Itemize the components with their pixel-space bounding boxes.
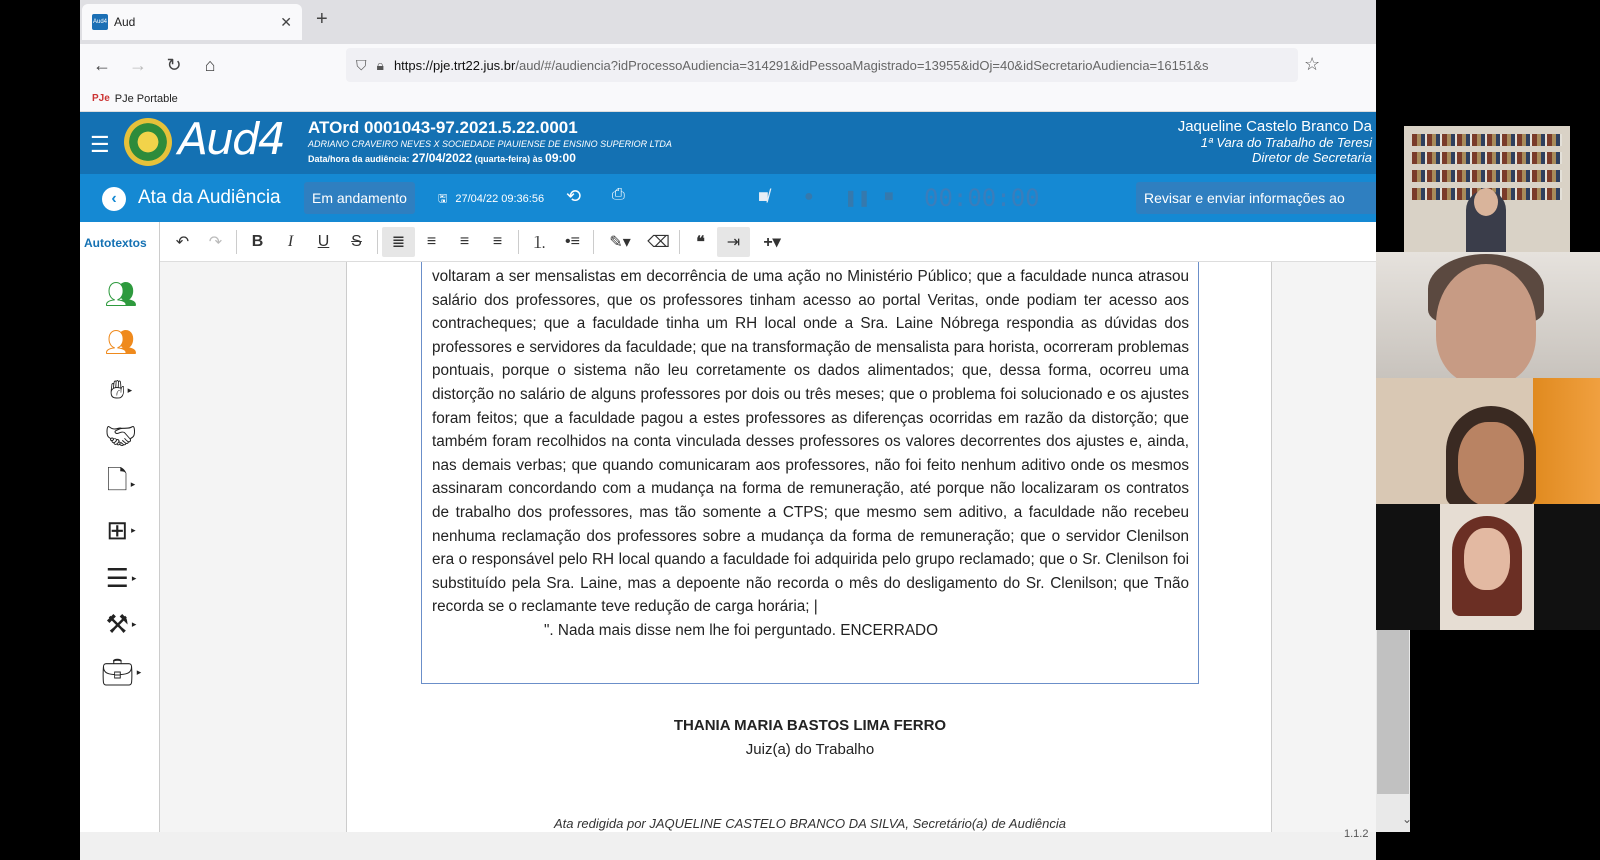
url-host: https://pje.trt22.jus.br xyxy=(393,57,516,73)
printer-icon[interactable]: ⎙ xyxy=(612,186,625,203)
indent-icon[interactable]: ⇥ xyxy=(717,227,750,257)
status-badge: Em andamento xyxy=(304,182,415,214)
drafted-by-line: Ata redigida por JAQUELINE CASTELO BRANCO DA SILVA, Secretário(a) de Audiência xyxy=(553,816,1067,831)
autotextos-label[interactable]: Autotextos xyxy=(84,236,147,250)
video-off-icon[interactable]: ■̸ xyxy=(758,186,769,206)
redo-icon[interactable]: ↷ xyxy=(208,233,223,251)
close-icon[interactable]: ✕ xyxy=(280,13,292,30)
recording-timer: 00:00:00 xyxy=(924,184,1040,212)
participant-video-1 xyxy=(1404,126,1570,252)
caret-right-icon: ▸ xyxy=(130,478,136,489)
brazil-coat-of-arms-icon xyxy=(124,118,172,166)
caret-right-icon: ▸ xyxy=(131,572,137,583)
history-icon[interactable]: ⟲ xyxy=(566,186,582,206)
testimony-paragraph: voltaram a ser mensalistas em decorrência de uma ação no Ministério Público; que a faculdade nunca atrasou salário dos professores, que os professores tinham acesso ao portal Veritas, onde podiam ter acesso aos contracheques; que a faculdade tinha um RH local onde a Sra. Laine Nóbrega respondia as dúvidas dos professores e servidores da faculdade; que na transformação de mensalista para horista, ocorreram problemas pontuais, porque o sistema não leu corretamente os dados alimentados; que, dessa forma, ocorreu uma distorção no salário de alguns professores por dois ou três meses; que o problema foi solucionado e os ajustes foram feitos; que a faculdade pagou a estes professores as diferenças ocorridas em razão da distorção; que também foram recolhidos na conta vinculada desses professores os valores decorrentes dos ajustes e, ainda, nas demais verbas; que quando comunicaram aos professores, não foi feito nenhum aditivo onde os mesmos assinaram concordando com a mudança na forma de remuneração, até porque não localizaram os contratos de trabalho dos professores, mas tão somente a CTPS; que mesmo sem aditivo, a faculdade não recebeu nenhuma reclamação dos professores sobre a mudança da forma de remuneração; que o servidor Clenilson era o responsável pelo RH local quando a faculdade foi adquirida pelo grupo reclamado; que o Sr. Clenilson foi substituído pela Sra. Laine, mas a depoente não recorda o mês do desligamento do Sr. Clenilson; que Tnão recorda se o reclamante teve redução de carga horária; | xyxy=(432,268,1189,616)
toolbar-divider xyxy=(377,230,378,254)
bottom-strip xyxy=(80,832,1376,860)
bookshelf xyxy=(1412,170,1562,182)
browser-window xyxy=(80,0,1376,860)
tab-title: Aud xyxy=(114,15,136,29)
participant-head xyxy=(1436,264,1536,378)
app-header xyxy=(80,112,1376,174)
new-tab-icon[interactable]: + xyxy=(316,8,328,30)
stop-icon[interactable]: ■ xyxy=(884,188,894,205)
handshake-icon[interactable]: 🤝︎ xyxy=(104,420,138,451)
list-icon[interactable]: ☰ ▸ xyxy=(105,562,137,593)
numbered-list-icon[interactable]: ⒈ xyxy=(531,235,548,252)
forward-arrow-icon[interactable]: → xyxy=(129,54,147,75)
toolbar-divider xyxy=(593,230,594,254)
process-number: ATOrd 0001043-97.2021.5.22.0001 xyxy=(308,118,578,137)
strikethrough-icon[interactable]: S xyxy=(351,232,362,250)
participant-video-3 xyxy=(1376,378,1600,504)
participant-head xyxy=(1474,188,1498,216)
right-margin-area xyxy=(1272,262,1376,832)
align-right-icon[interactable]: ≡ xyxy=(492,232,503,250)
left-margin-area xyxy=(160,262,346,860)
bookmark-star-icon[interactable]: ☆ xyxy=(1304,54,1321,74)
pje-bookmark-icon: PJe xyxy=(92,93,110,104)
eraser-icon[interactable]: ⌫ xyxy=(647,233,670,251)
document-icon[interactable]: 🗋︎ ▸ xyxy=(106,465,136,495)
bulleted-list-icon[interactable]: •≡ xyxy=(565,232,580,250)
floppy-disk-icon: 🖫︎ xyxy=(438,193,448,205)
record-icon[interactable]: ● xyxy=(804,188,814,205)
judge-role: Juiz(a) do Trabalho xyxy=(745,741,875,758)
menu-icon[interactable]: ☰ xyxy=(90,132,110,157)
briefcase-icon[interactable]: 💼︎ ▸ xyxy=(100,656,142,687)
pause-icon[interactable]: ❚❚ xyxy=(844,190,871,207)
saved-timestamp: 🖫︎ 27/04/22 09:36:56 xyxy=(438,193,545,205)
italic-icon[interactable]: I xyxy=(287,232,294,250)
hearing-datetime: Data/hora da audiência: 27/04/2022 (quarta-feira) às 09:00 xyxy=(308,151,576,165)
back-arrow-icon[interactable]: ← xyxy=(93,54,111,75)
document-page xyxy=(346,262,1272,832)
url-bar[interactable] xyxy=(346,48,1298,82)
caret-right-icon: ▸ xyxy=(131,618,137,629)
align-justify-icon[interactable]: ≣ xyxy=(382,227,415,257)
participant-head xyxy=(1458,422,1524,504)
closing-line: ". Nada mais disse nem lhe foi perguntado. ENCERRADO xyxy=(544,621,938,639)
scroll-down-icon[interactable]: ⌄ xyxy=(1402,812,1413,826)
participant-video-2 xyxy=(1376,252,1600,378)
lock-icon: 🔒︎ xyxy=(376,56,384,73)
first-aid-icon[interactable]: ⊞ ▸ xyxy=(106,514,136,545)
editor-toolbar xyxy=(160,222,1376,262)
align-left-icon[interactable]: ≡ xyxy=(426,232,437,250)
align-center-icon[interactable]: ≡ xyxy=(459,232,470,250)
user-info xyxy=(1178,118,1372,165)
blockquote-icon[interactable]: ❝ xyxy=(696,233,705,251)
insert-plus-icon[interactable]: +▾ xyxy=(763,233,781,251)
judge-name: THANIA MARIA BASTOS LIMA FERRO xyxy=(673,717,947,734)
caret-right-icon: ▸ xyxy=(131,524,136,535)
aud4-logo: Aud4 xyxy=(178,114,284,165)
highlight-icon[interactable]: ✎▾ xyxy=(609,233,631,251)
bookmark-pje-portable[interactable]: PJe Portable xyxy=(114,92,178,105)
participant-head xyxy=(1464,528,1510,590)
bookshelf xyxy=(1412,152,1562,164)
process-parties: ADRIANO CRAVEIRO NEVES X SOCIEDADE PIAUIENSE DE ENSINO SUPERIOR LTDA xyxy=(308,139,672,149)
browser-tab[interactable] xyxy=(82,4,302,40)
bold-icon[interactable]: B xyxy=(251,232,264,250)
sidebar xyxy=(80,222,160,860)
user-court: 1ª Vara do Trabalho de Teresi xyxy=(1200,135,1372,150)
toolbar-divider xyxy=(518,230,519,254)
hand-icon[interactable]: ✋︎ ▸ xyxy=(109,374,133,404)
aud-favicon-icon: Aud4 xyxy=(92,14,108,30)
action-bar xyxy=(80,174,1376,222)
user-name: Jaqueline Castelo Branco Da xyxy=(1177,118,1372,135)
scrollbar-thumb[interactable] xyxy=(1377,622,1409,794)
toolbar-divider xyxy=(679,230,680,254)
gavel-icon[interactable]: ⚒︎ ▸ xyxy=(105,608,137,639)
participant-video-4 xyxy=(1376,504,1600,630)
toolbar-divider xyxy=(236,230,237,254)
people-green-icon[interactable]: 👥︎ xyxy=(104,278,138,309)
page-title: Ata da Audiência xyxy=(138,187,281,208)
people-orange-icon[interactable]: 👥︎ xyxy=(104,326,138,357)
bookmarks-bar xyxy=(80,86,1376,112)
url-path: /aud/#/audiencia?idProcessoAudiencia=314291&idPessoaMagistrado=13955&idOj=40&idSecretarioAudiencia=16151&s xyxy=(515,57,1209,73)
reload-icon[interactable]: ↻ xyxy=(166,54,182,75)
home-icon[interactable]: ⌂ xyxy=(204,54,216,75)
navigation-bar xyxy=(80,44,1376,86)
tab-bar xyxy=(80,0,1376,44)
undo-icon[interactable]: ↶ xyxy=(175,233,190,251)
underline-icon[interactable]: U xyxy=(317,232,330,250)
testimony-editor[interactable] xyxy=(421,262,1199,684)
shield-icon: ⛉ xyxy=(356,56,367,73)
caret-right-icon: ▸ xyxy=(127,384,133,395)
bookshelf xyxy=(1412,134,1562,146)
back-circle-icon[interactable]: ‹ xyxy=(102,187,126,211)
app-version: 1.1.2 xyxy=(1344,828,1369,840)
user-role: Diretor de Secretaria xyxy=(1252,150,1372,165)
review-and-send-button[interactable]: Revisar e enviar informações ao xyxy=(1136,182,1376,214)
caret-right-icon: ▸ xyxy=(136,666,142,677)
